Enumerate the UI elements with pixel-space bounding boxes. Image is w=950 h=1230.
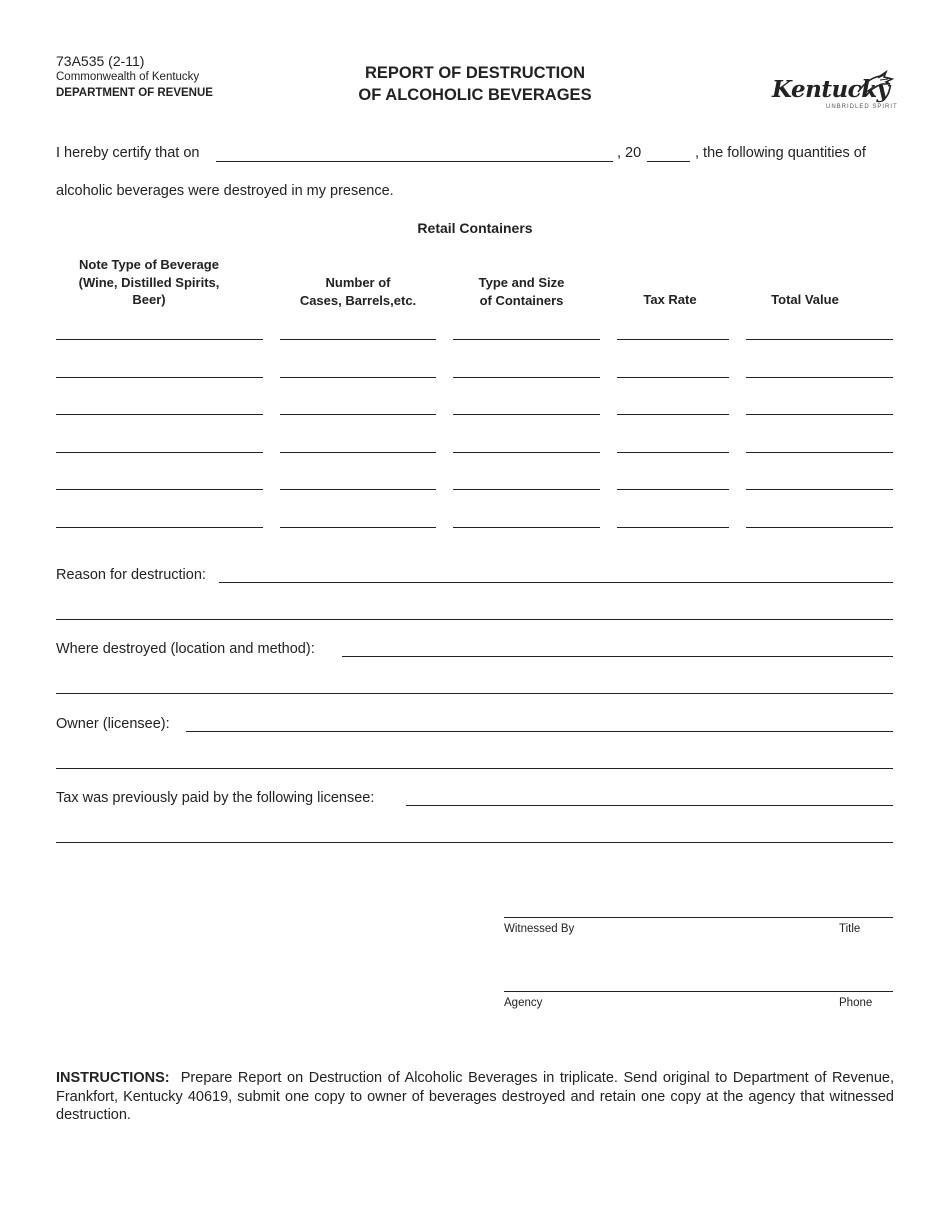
col-header-tax-rate xyxy=(617,291,723,309)
table-row-4-quantity-field[interactable] xyxy=(280,452,436,453)
table-row-1-tax-rate-field[interactable] xyxy=(617,339,729,340)
logo-wordmark: Kentucky xyxy=(772,76,890,103)
table-row-4-tax-rate-field[interactable] xyxy=(617,452,729,453)
table-row-1-quantity-field[interactable] xyxy=(280,339,436,340)
reason-field[interactable] xyxy=(219,582,893,583)
form-number: 73A535 (2-11) xyxy=(56,53,145,69)
col-header-container-line1: Type and Size xyxy=(478,275,565,290)
col-header-container xyxy=(453,274,590,309)
retail-containers-title: Retail Containers xyxy=(417,220,533,236)
col-header-total-value-label: Total Value xyxy=(771,292,839,307)
table-row-5-container-field[interactable] xyxy=(453,489,600,490)
table-row-3-beverage-type-field[interactable] xyxy=(56,414,263,415)
owner-field-continued[interactable] xyxy=(56,768,893,769)
agency-label: Agency xyxy=(504,997,543,1009)
table-row-3-tax-rate-field[interactable] xyxy=(617,414,729,415)
table-row-3-total-value-field[interactable] xyxy=(746,414,893,415)
table-row-1-container-field[interactable] xyxy=(453,339,600,340)
reason-field-continued[interactable] xyxy=(56,619,893,620)
table-row-2-quantity-field[interactable] xyxy=(280,377,436,378)
col-header-quantity-line2: Cases, Barrels,etc. xyxy=(299,292,417,308)
form-title-line1: REPORT OF DESTRUCTION xyxy=(364,64,585,82)
where-destroyed-label: Where destroyed (location and method): xyxy=(56,641,315,657)
logo-tagline: UNBRIDLED SPIRIT xyxy=(826,104,898,110)
table-row-5-tax-rate-field[interactable] xyxy=(617,489,729,490)
col-header-tax-rate-label: Tax Rate xyxy=(643,292,697,307)
title-label: Title xyxy=(839,923,861,935)
phone-label: Phone xyxy=(839,997,873,1009)
table-row-6-tax-rate-field[interactable] xyxy=(617,527,729,528)
certify-line2: alcoholic beverages were destroyed in my presence. xyxy=(56,183,394,199)
form-title-line2: OF ALCOHOLIC BEVERAGES xyxy=(358,86,592,104)
table-row-5-quantity-field[interactable] xyxy=(280,489,436,490)
instructions-text: Prepare Report on Destruction of Alcoholic Beverages in triplicate. Send original to Department of Revenue, Frankfort, Kentucky 40619, submit one copy to owner of beverages destroyed and retain one copy at the agency that witnessed destruction. xyxy=(56,1070,895,1123)
table-row-6-beverage-type-field[interactable] xyxy=(56,527,263,528)
table-row-3-quantity-field[interactable] xyxy=(280,414,436,415)
table-row-1-total-value-field[interactable] xyxy=(746,339,893,340)
col-header-container-line2: of Containers xyxy=(479,292,564,308)
table-row-2-tax-rate-field[interactable] xyxy=(617,377,729,378)
agency-signature-line[interactable] xyxy=(504,991,893,992)
table-row-2-total-value-field[interactable] xyxy=(746,377,893,378)
owner-field[interactable] xyxy=(186,731,893,732)
witnessed-by-label: Witnessed By xyxy=(504,923,575,935)
table-row-1-beverage-type-field[interactable] xyxy=(56,339,263,340)
instructions xyxy=(56,1069,894,1125)
instructions-label: INSTRUCTIONS: xyxy=(56,1070,170,1086)
certify-year-prefix: , 20 xyxy=(617,145,642,161)
tax-paid-field[interactable] xyxy=(406,805,893,806)
tax-paid-label: Tax was previously paid by the following licensee: xyxy=(56,790,375,806)
where-destroyed-field-continued[interactable] xyxy=(56,693,893,694)
col-header-beverage-line3: Beer) xyxy=(132,292,166,307)
col-header-quantity xyxy=(280,274,436,309)
table-row-4-beverage-type-field[interactable] xyxy=(56,452,263,453)
table-row-5-beverage-type-field[interactable] xyxy=(56,489,263,490)
certify-prefix: I hereby certify that on xyxy=(56,145,200,161)
table-row-4-container-field[interactable] xyxy=(453,452,600,453)
col-header-beverage-line1: Note Type of Beverage xyxy=(79,257,219,272)
certify-suffix: , the following quantities of xyxy=(695,145,866,161)
col-header-quantity-line1: Number of xyxy=(325,275,391,290)
table-row-2-beverage-type-field[interactable] xyxy=(56,377,263,378)
witnessed-by-signature-line[interactable] xyxy=(504,917,893,918)
form-title xyxy=(300,62,650,106)
table-row-6-total-value-field[interactable] xyxy=(746,527,893,528)
certify-date-field[interactable] xyxy=(216,161,613,162)
table-row-6-quantity-field[interactable] xyxy=(280,527,436,528)
col-header-total-value xyxy=(746,291,864,309)
tax-paid-field-continued[interactable] xyxy=(56,842,893,843)
commonwealth-label: Commonwealth of Kentucky xyxy=(56,71,200,83)
table-row-2-container-field[interactable] xyxy=(453,377,600,378)
horse-icon xyxy=(856,70,896,100)
owner-label: Owner (licensee): xyxy=(56,716,170,732)
department-label: DEPARTMENT OF REVENUE xyxy=(56,87,213,99)
table-row-5-total-value-field[interactable] xyxy=(746,489,893,490)
kentucky-logo xyxy=(768,70,898,122)
table-row-6-container-field[interactable] xyxy=(453,527,600,528)
certify-year-field[interactable] xyxy=(647,161,690,162)
reason-label: Reason for destruction: xyxy=(56,567,206,583)
table-row-3-container-field[interactable] xyxy=(453,414,600,415)
where-destroyed-field[interactable] xyxy=(342,656,893,657)
table-row-4-total-value-field[interactable] xyxy=(746,452,893,453)
col-header-beverage-type xyxy=(40,256,258,309)
col-header-beverage-line2: (Wine, Distilled Spirits, xyxy=(78,274,220,290)
